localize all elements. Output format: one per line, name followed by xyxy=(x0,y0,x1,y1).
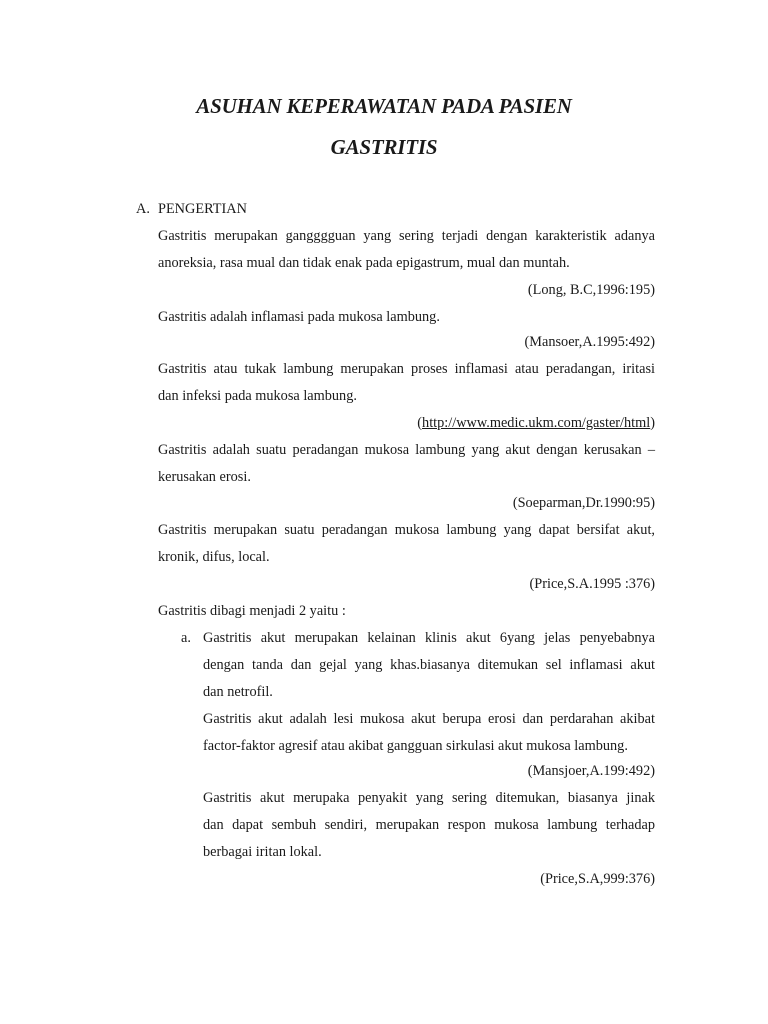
list-item-line: dengan tanda dan gejal yang khas.biasanya ditemukan sel inflamasi akut xyxy=(203,657,655,673)
list-item-line: Gastritis akut merupaka penyakit yang sering ditemukan, biasanya jinak xyxy=(203,790,655,806)
paragraph-line: Gastritis merupakan suatu peradangan mukosa lambung yang dapat bersifat akut, xyxy=(158,522,655,538)
citation-link[interactable]: http://www.medic.ukm.com/gaster/html xyxy=(422,415,651,431)
document-title-line-2: GASTRITIS xyxy=(330,135,438,159)
citation-open-paren: ( xyxy=(417,415,423,431)
paragraph-line: Gastritis atau tukak lambung merupakan proses inflamasi atau peradangan, iritasi xyxy=(158,361,655,377)
section-heading: PENGERTIAN xyxy=(158,201,247,217)
paragraph-line: kronik, difus, local. xyxy=(158,549,270,565)
list-marker: a. xyxy=(181,630,191,646)
paragraph-line: Gastritis adalah inflamasi pada mukosa lambung. xyxy=(158,309,440,325)
paragraph-line: Gastritis merupakan gangggguan yang sering terjadi dengan karakteristik adanya xyxy=(158,228,655,244)
citation xyxy=(158,414,655,432)
citation: (Price,S.A,999:376) xyxy=(540,871,655,887)
citation: (Price,S.A.1995 :376) xyxy=(529,576,655,592)
citation: (Soeparman,Dr.1990:95) xyxy=(512,495,655,511)
paragraph-line: anoreksia, rasa mual dan tidak enak pada epigastrum, mual dan muntah. xyxy=(158,255,570,271)
division-intro: Gastritis dibagi menjadi 2 yaitu : xyxy=(158,603,346,619)
list-item-line: Gastritis akut adalah lesi mukosa akut berupa erosi dan perdarahan akibat xyxy=(203,711,655,727)
citation: (Mansjoer,A.199:492) xyxy=(527,763,655,779)
list-item-line: berbagai iritan lokal. xyxy=(203,844,322,860)
list-item-line: factor-faktor agresif atau akibat gangguan sirkulasi akut mukosa lambung. xyxy=(203,738,628,754)
list-item-line: Gastritis akut merupakan kelainan klinis akut 6yang jelas penyebabnya xyxy=(203,630,655,646)
citation: (Mansoer,A.1995:492) xyxy=(524,334,655,350)
citation: (Long, B.C,1996:195) xyxy=(527,282,655,298)
paragraph-line: Gastritis adalah suatu peradangan mukosa lambung yang akut dengan kerusakan – xyxy=(158,442,655,458)
section-marker: A. xyxy=(136,201,150,217)
document-title-line-1: ASUHAN KEPERAWATAN PADA PASIEN xyxy=(196,94,572,118)
list-item-line: dan netrofil. xyxy=(203,684,273,700)
list-item-line: dan dapat sembuh sendiri, merupakan respon mukosa lambung terhadap xyxy=(203,817,655,833)
citation-close-paren: ) xyxy=(650,415,655,431)
paragraph-line: kerusakan erosi. xyxy=(158,469,251,485)
paragraph-line: dan infeksi pada mukosa lambung. xyxy=(158,388,357,404)
